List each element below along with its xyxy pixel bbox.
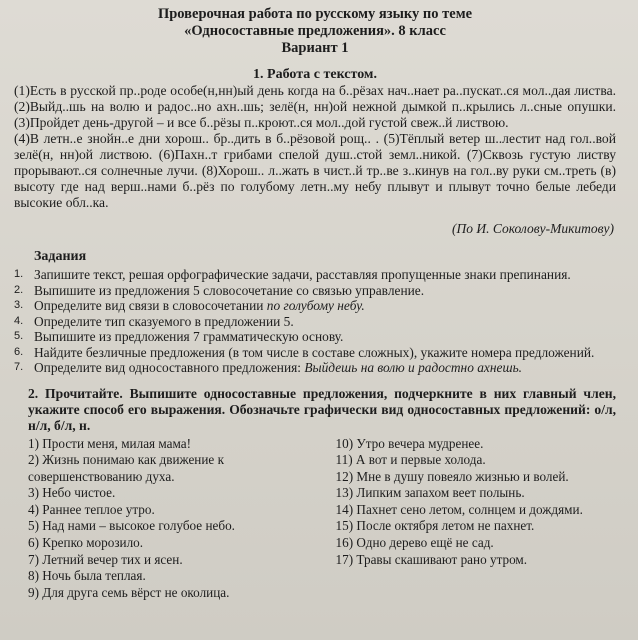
task-text: Определите вид связи в словосочетании [34,298,267,313]
header-title: Проверочная работа по русскому языку по теме [157,6,473,22]
task-item [14,298,616,314]
sentence-item: 2) Жизнь понимаю как движение к совершенствованию духа. [28,452,224,484]
sentence-item: 17) Травы скашивают рано утром. [335,551,528,567]
sentence-item: 3) Небо чистое. [28,485,116,501]
sentence-item: 14) Пахнет сено летом, солнцем и дождями. [335,501,583,517]
text-author: (По И. Соколову-Микитову) [452,221,614,236]
section1-title: 1. Работа с текстом. [253,67,377,82]
header-topic: «Односоставные предложения». 8 класс [184,23,446,39]
task-text: Найдите безличные предложения (в том числе в составе сложных), укажите номера предложений. [34,344,595,360]
sentence-item: 10) Утро вечера мудренее. [335,435,484,451]
sentence-item: 5) Над нами – высокое голубое небо. [28,518,235,534]
text-paragraph-2: (4)В летн..е знойн..е дни хорош.. бр..дить в б..рёзовой рощ.. . (5)Тёплый ветер ш..лестит над гол..вой зелё(н, нн)ой листвою. (6)Пахн..т грибами спелой душ..стой земл..никой. (7)Сквозь густую листву прорывают..ся солнечные лучи. (8)Хорош.. л..жать в чист..й тр..ве з..кинув на гол..ву руки см..треть (в) высоту где над верш..нами б..рёз по голубому летн..му небу плывут и плывут точно белые лебеди высокие обл..ка. [14,131,616,210]
sentence-item: 11) А вот и первые холода. [335,452,486,468]
task-item [14,360,616,376]
task-number: 1. [14,268,24,280]
task-item [14,314,616,330]
task-item [14,329,616,345]
task-example: по голубому небу. [266,298,365,313]
sentences-columns [14,436,616,602]
task-number: 3. [14,299,24,311]
task-item [14,267,616,283]
tasks-list [14,267,616,376]
sentence-item: 15) После октября летом не пахнет. [335,518,535,534]
sentences-right-column [336,436,616,602]
sentence-item: 4) Раннее теплое утро. [28,501,155,517]
sentence-item: 16) Одно дерево ещё не сад. [335,535,494,551]
task-item [14,345,616,361]
task-number: 6. [14,345,24,358]
sentence-item: 12) Мне в душу повеяло жизнью и волей. [335,468,569,484]
text-paragraph-1: (1)Есть в русской пр..роде особе(н,нн)ый день когда на б..рёзах нач..нает ра..пускат..ся мол..дая листва. (2)Выйд..шь на волю и радос..но ахн..шь; зелё(н, нн)ой нежной дымкой п..крылись л..сные опушки. (3)Пройдет день-другой – и все б..рёзы п..кроют..ся мол..дой густой свеж..й листвою. [14,83,616,130]
task-text: Выпишите из предложения 7 грамматическую основу. [34,329,344,344]
worksheet-header [14,6,616,57]
sentence-item: 9) Для друга семь вёрст не околица. [28,584,230,600]
sentence-item: 8) Ночь была теплая. [28,568,146,584]
section2-title: 2. Прочитайте. Выпишите односоставные предложения, подчеркните в них главный член, укажите способ его выражения. Обозначьте графически вид односоставных предложений: о/л, н/л, б/л, н. [28,385,616,433]
sentence-item: 6) Крепко морозило. [28,535,144,551]
task-item [14,283,616,299]
header-variant: Вариант 1 [281,40,349,56]
task-number: 4. [14,314,24,327]
task-text: Выпишите из предложения 5 словосочетание со связью управление. [34,282,425,298]
task-text: Запишите текст, решая орфографические задачи, расставляя пропущенные знаки препинания. [34,267,571,282]
sentence-item: 13) Липким запахом веет полынь. [335,485,525,501]
sentence-item: 1) Прости меня, милая мама! [28,435,192,451]
task-number: 7. [14,361,24,373]
tasks-title: Задания [34,249,87,264]
sentences-left-column [28,436,336,602]
task-number: 2. [14,283,24,296]
task-text: Определите тип сказуемого в предложении 5. [34,313,294,329]
sentence-item: 7) Летний вечер тих и ясен. [28,551,183,567]
task-text: Определите вид односоставного предложения: [34,360,305,375]
task-number: 5. [14,330,24,342]
section1-text [14,83,616,211]
task-example: Выйдешь на волю и радостно ахнешь. [304,360,523,375]
